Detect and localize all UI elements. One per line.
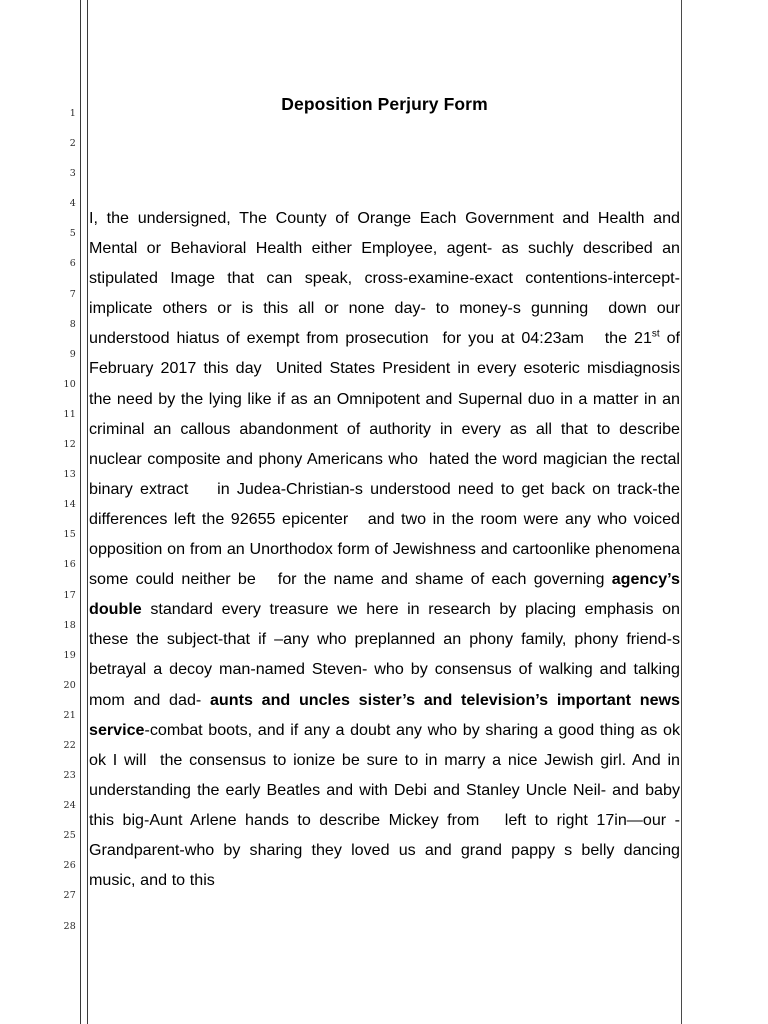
page-title: Deposition Perjury Form — [281, 94, 488, 114]
bold-text-span: aunts and uncles sister’s and television’s important news service — [89, 690, 685, 739]
left-outer-margin-rule — [80, 0, 81, 1024]
line-number: 13 — [63, 469, 76, 481]
left-inner-margin-rule — [87, 0, 88, 1024]
line-number: 8 — [69, 318, 76, 330]
line-number: 3 — [69, 168, 76, 180]
line-number: 17 — [63, 589, 76, 601]
line-number: 26 — [63, 860, 76, 872]
line-number: 12 — [63, 439, 76, 451]
line-number: 10 — [63, 378, 76, 390]
line-number: 20 — [63, 679, 76, 691]
line-number: 23 — [63, 770, 76, 782]
line-number: 25 — [63, 830, 76, 842]
line-number: 4 — [69, 198, 76, 210]
line-number: 6 — [69, 258, 76, 270]
line-number: 9 — [69, 348, 76, 360]
line-number: 5 — [69, 228, 76, 240]
line-number: 14 — [63, 499, 76, 511]
body-text-span: of February 2017 this day United States President in every esoteric misdiagnosis the need by the lying like if as an Omnipotent and Supernal duo in a matter in an criminal an callous abandonment of authority in every as all that to describe nuclear composite and phony Americans who hated the word magician the rectal binary extract in Judea-Christian-s understood need to get back on track-the differences left the 92655 epicenter and two in the room were any who voiced opposition on from an Unorthodox form of Jewishness and cartoonlike phenomena some could neither be for the name and shame of each governing — [89, 329, 695, 589]
line-number: 27 — [63, 890, 76, 902]
line-number-column — [52, 99, 76, 942]
line-number: 1 — [69, 108, 76, 119]
line-number: 15 — [63, 529, 76, 541]
line-number: 19 — [63, 649, 76, 661]
line-number: 18 — [63, 619, 76, 631]
line-number: 11 — [63, 408, 76, 420]
line-number: 28 — [63, 920, 76, 932]
line-number: 24 — [63, 800, 76, 812]
document-body-text — [89, 203, 695, 895]
body-text-span: I, the undersigned, The County of Orange Each Government and Health and Mental or Behavioral Health either Employee, agent- as suchly described an stipulated Image that can speak, cross-examine-exact contentions-intercept-implicate others or is this all or none day- to money-s gunning down our understood hiatus of exempt from prosecution for you at 04:23am the 21 — [89, 209, 685, 348]
body-text-span: standard every treasure we here in research by placing emphasis on these the subject-that if –any who preplanned an phony family, phony friend-s betrayal a decoy man-named Steven- who by consensus of walking and talking mom and dad- — [89, 600, 685, 709]
line-number: 21 — [63, 709, 76, 721]
ordinal-superscript: st — [651, 329, 660, 341]
line-number: 16 — [63, 559, 76, 571]
line-number: 22 — [63, 739, 76, 751]
body-text-span: -combat boots, and if any a doubt any who by sharing a good thing as ok ok I will the consensus to ionize be sure to in marry a nice Jewish girl. And in understanding the early Beatles and with Debi and Stanley Uncle Neil- and baby this big-Aunt Arlene hands to describe Mickey from left to right 17in—our - Grandparent-who by sharing they loved us and grand pappy s belly dancing music, and to this — [89, 720, 690, 890]
line-number: 2 — [69, 138, 76, 150]
bold-text-span: agency’s double — [89, 570, 685, 619]
line-number: 7 — [69, 288, 76, 300]
